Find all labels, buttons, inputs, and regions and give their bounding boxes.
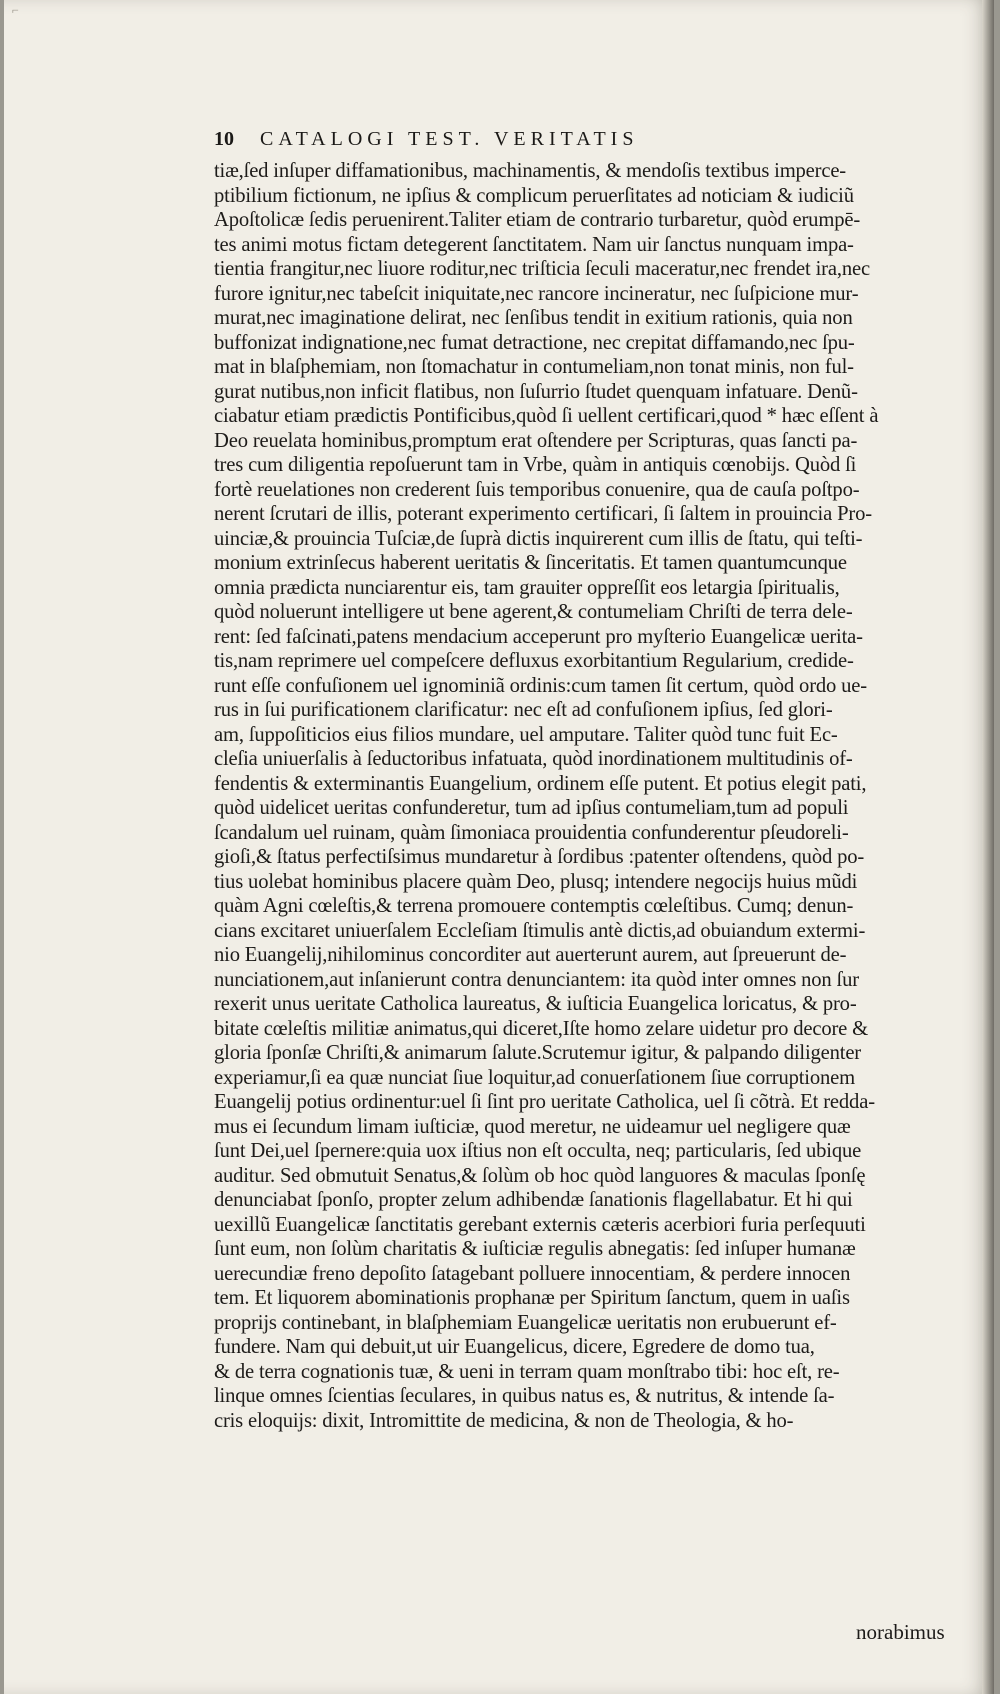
text-line: tientia frangitur,nec liuore roditur,nec triſticia ſeculi maceratur,nec frendet ira,nec [214, 256, 871, 280]
text-line: nerent ſcrutari de illis, poterant experimento certificari, ſi ſaltem in prouincia Pro- [214, 501, 873, 525]
text-line: cleſia uniuerſalis à ſeductoribus infatuata, quòd inordinationem multitudinis of- [214, 746, 853, 770]
text-line: ſunt eum, non ſolùm charitatis & iuſticiæ regulis abnegatis: ſed inſuper humanæ [214, 1236, 856, 1260]
text-line: murat,nec imaginatione delirat, nec ſenſibus tendit in exitium rationis, quia non [214, 305, 853, 329]
text-line: bitate cœleſtis militiæ animatus,qui diceret,Iſte homo zelare uidetur pro decore & [214, 1015, 869, 1040]
text-block [214, 158, 998, 1432]
text-line: denunciabat ſponſo, propter zelum adhibendæ ſanationis flagellabatur. Et hi qui [214, 1187, 853, 1211]
text-line: experiamur,ſi ea quæ nunciat ſiue loquitur,ad conuerſationem ſiue corruptionem [214, 1064, 855, 1089]
text-line: gioſi,& ſtatus perfectiſsimus mundaretur à ſordibus :patenter oſtendens, quòd po- [214, 844, 865, 868]
text-line: uexillũ Euangelicæ ſanctitatis gerebant externis cæteris acerbiori furia perſequuti [214, 1211, 866, 1236]
text-line: am, ſuppoſiticios eius filios mundare, uel amputare. Taliter quòd tunc fuit Ec- [214, 721, 838, 746]
running-title: CATALOGI TEST. VERITATIS [260, 128, 639, 150]
folio-number: 10 [214, 128, 234, 150]
text-line: uinciæ,& prouincia Tuſciæ,de ſuprà dictis inquirerent cum illis de ſtatu, qui teſti- [214, 525, 863, 550]
text-line: tem. Et liquorem abominationis prophanæ per Spiritum ſanctum, quem in uaſis [214, 1285, 850, 1309]
text-line: mus ei ſecundum limam iuſticiæ, quod meretur, ne uideamur uel negligere quæ [214, 1113, 851, 1138]
text-line: fundere. Nam qui debuit,ut uir Euangelicus, dicere, Egredere de domo tua, [214, 1334, 815, 1358]
text-line: quòd uidelicet ueritas confunderetur, tum ad ipſius contumeliam,tum ad populi [214, 795, 849, 819]
book-page [4, 0, 994, 1694]
text-line: rus in ſui purificationem clarificatur: nec eſt ad confuſionem ipſius, ſed glori- [214, 697, 833, 721]
text-line: ſcandalum uel ruinam, quàm ſimoniaca prouidentia confunderentur pſeudoreli- [214, 819, 849, 844]
text-line: gloria ſponſæ Chriſti,& animarum ſalute.Scrutemur igitur, & palpando diligenter [214, 1040, 862, 1064]
text-line: ptibilium fictionum, ne ipſius & complicum peruerſitates ad noticiam & iudiciũ [214, 182, 854, 207]
text-line: omnia prædicta nunciarentur eis, tam grauiter oppreſſit eos letargia ſpiritualis, [214, 574, 840, 599]
text-line: fendentis & exterminantis Euangelium, ordinem eſſe putent. Et potius elegit pati, [214, 770, 867, 795]
corner-mark: ⌐ [12, 3, 19, 17]
text-line: nio Euangelij,nihilominus concorditer aut auerterunt aurem, aut ſpreuerunt de- [214, 942, 847, 966]
text-line: tres cum diligentia repoſuerunt tam in Vrbe, quàm in antiquis cœnobijs. Quòd ſi [214, 452, 857, 476]
page-gutter-shadow [982, 0, 994, 1694]
text-line: tis,nam reprimere uel compeſcere defluxus exorbitantium Regularium, credide- [214, 648, 854, 672]
catchword: norabimus [856, 1620, 945, 1644]
text-line: cians excitaret uniuerſalem Eccleſiam ſtimulis antè dictis,ad obuiandum extermi- [214, 917, 866, 942]
text-line: uerecundiæ freno depoſito ſatagebant polluere innocentiam, & perdere innocen [214, 1260, 851, 1285]
text-line: auditur. Sed obmutuit Senatus,& ſolùm ob hoc quòd languores & maculas ſponſę [214, 1162, 866, 1187]
text-line: proprijs continebant, in blaſphemiam Euangelicæ ueritatis non erubuerunt ef- [214, 1309, 837, 1334]
text-line: rent: ſed faſcinati,patens mendacium acceperunt pro myſterio Euangelicæ uerita- [214, 623, 863, 648]
text-line: runt eſſe confuſionem uel ignominiã ordinis:cum tamen ſit certum, quòd ordo ue- [214, 672, 867, 697]
text-line: tiæ,ſed inſuper diffamationibus, machinamentis, & mendoſis textibus imperce- [214, 158, 846, 182]
text-line: Deo reuelata hominibus,promptum erat oſtendere per Scripturas, quas ſancti pa- [214, 427, 858, 452]
text-line: quàm Agni cœleſtis,& terrena promouere contemptis cœleſtibus. Cumq; denun- [214, 893, 854, 917]
text-line: quòd noluerunt intelligere ut bene agerent,& contumeliam Chriſti de terra dele- [214, 599, 853, 623]
text-line: mat in blaſphemiam, non ſtomachatur in contumeliam,non tonat minis, non ful- [214, 354, 854, 378]
text-line: Apoſtolicæ ſedis peruenirent.Taliter etiam de contrario turbaretur, quòd erumpē- [214, 207, 861, 231]
text-line: & de terra cognationis tuæ, & ueni in terram quam monſtrabo tibi: hoc eſt, re- [214, 1358, 840, 1383]
text-line: tes animi motus fictam detegerent ſanctitatem. Nam uir ſanctus nunquam impa- [214, 231, 854, 256]
text-line: fortè reuelationes non crederent ſuis temporibus conuenire, qua de cauſa poſtpo- [214, 476, 860, 501]
text-line: gurat nutibus,non inficit flatibus, non ſuſurrio ſtudet quenquam infatuare. Denũ- [214, 378, 858, 403]
text-line: Euangelij potius ordinentur:uel ſi ſint pro ueritate Catholica, uel ſi cõtrà. Et redda- [214, 1089, 875, 1113]
text-line: ciabatur etiam prædictis Pontificibus,quòd ſi uellent certificari,quod * hæc eſſent à [214, 403, 879, 427]
text-line: tius uolebat hominibus placere quàm Deo, plusq; intendere negocijs huius mũdi [214, 868, 858, 893]
text-line: ſunt Dei,uel ſpernere:quia uox iſtius non eſt occulta, neq; particularis, ſed ubique [214, 1138, 862, 1162]
text-line: cris eloquijs: dixit, Intromittite de medicina, & non de Theologia, & ho- [214, 1407, 794, 1432]
running-header [214, 128, 804, 151]
text-line: rexerit unus ueritate Catholica laureatus, & iuſticia Euangelica loricatus, & pro- [214, 991, 857, 1015]
text-line: monium extrinſecus haberent ueritatis & ſinceritatis. Et tamen quantumcunque [214, 550, 847, 574]
text-line: buffonizat indignatione,nec fumat detractione, nec crepitat diffamando,nec ſpu- [214, 329, 855, 354]
text-line: furore ignitur,nec tabeſcit iniquitate,nec rancore incineratur, nec ſuſpicione mur- [214, 280, 859, 305]
text-line: nunciationem,aut inſanierunt contra denunciantem: ita quòd inter omnes non ſur [214, 966, 859, 991]
text-line: linque omnes ſcientias ſeculares, in quibus natus es, & nutritus, & intende ſa- [214, 1383, 835, 1407]
